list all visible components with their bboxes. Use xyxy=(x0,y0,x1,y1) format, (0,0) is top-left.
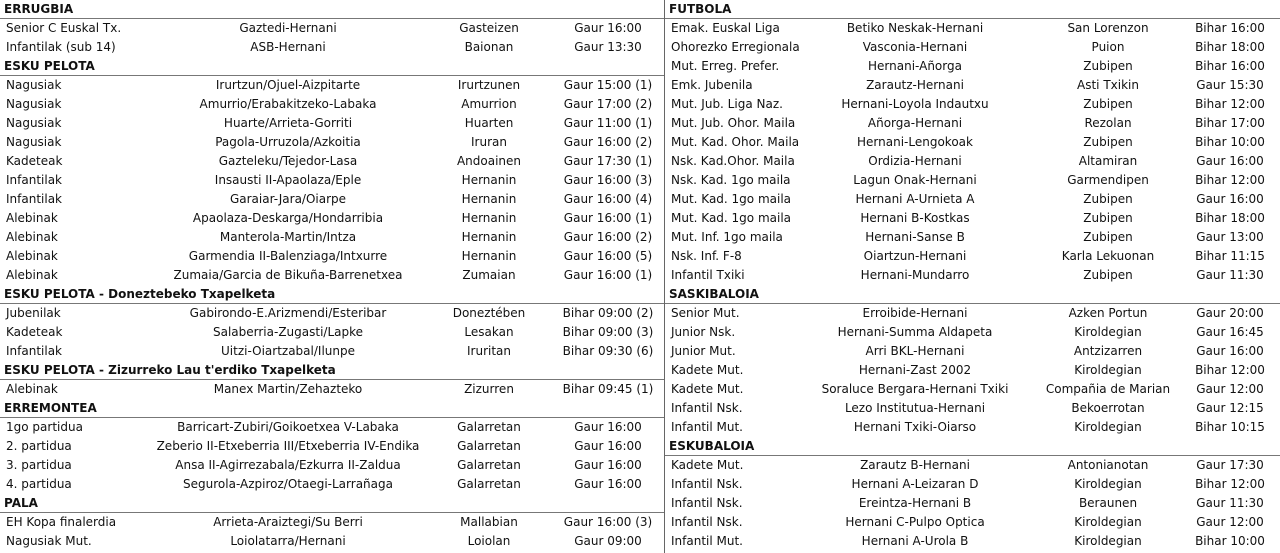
row-match: Hernani C-Pulpo Optica xyxy=(845,515,985,529)
row-time: Gaur 16:00 xyxy=(574,477,642,491)
row-time: Gaur 16:00 xyxy=(1196,344,1264,358)
row-category: EH Kopa finalerdia xyxy=(6,515,117,529)
row-time: Gaur 11:00 (1) xyxy=(563,116,653,130)
row-match: Zarautz-Hernani xyxy=(866,78,964,92)
row-place: Zubipen xyxy=(1083,211,1133,225)
row-category: Infantil Mut. xyxy=(671,420,743,434)
row-time: Gaur 09:00 xyxy=(574,534,642,548)
schedule-row xyxy=(0,247,664,266)
row-place: Kiroldegian xyxy=(1074,515,1142,529)
section-title-esku-pelota-doneztebeko-txapelketa: ESKU PELOTA - Doneztebeko Txapelketa xyxy=(0,285,664,304)
schedule-row xyxy=(665,38,1280,57)
row-time: Bihar 09:00 (3) xyxy=(562,325,654,339)
row-place: Altamiran xyxy=(1078,154,1138,168)
section-title-esku-pelota-zizurreko-lau-t-erdiko-txapelketa: ESKU PELOTA - Zizurreko Lau t'erdiko Txapelketa xyxy=(0,361,664,380)
row-match: Segurola-Azpiroz/Otaegi-Larrañaga xyxy=(183,477,393,491)
row-time: Bihar 10:00 xyxy=(1195,534,1265,548)
row-match: Erroibide-Hernani xyxy=(862,306,968,320)
row-category: Nagusiak Mut. xyxy=(6,534,92,548)
row-place: Zubipen xyxy=(1083,135,1133,149)
row-place: Huarten xyxy=(464,116,514,130)
row-match: Hernani-Mundarro xyxy=(860,268,970,282)
row-category: 2. partidua xyxy=(6,439,72,453)
row-category: Junior Mut. xyxy=(671,344,736,358)
row-category: Nsk. Inf. F-8 xyxy=(671,249,742,263)
row-time: Gaur 11:30 xyxy=(1196,268,1264,282)
row-match: Hernani-Summa Aldapeta xyxy=(837,325,993,339)
row-category: Infantil Nsk. xyxy=(671,477,743,491)
row-place: Karla Lekuonan xyxy=(1061,249,1155,263)
row-match: Hernani A-Urnieta A xyxy=(855,192,975,206)
row-match: Ordizia-Hernani xyxy=(868,154,962,168)
row-category: Infantilak (sub 14) xyxy=(6,40,116,54)
row-category: Emk. Jubenila xyxy=(671,78,753,92)
row-place: Rezolan xyxy=(1084,116,1132,130)
row-match: Zeberio II-Etxeberria III/Etxeberria IV-Endika xyxy=(156,439,420,453)
section-title-saskibaloia: SASKIBALOIA xyxy=(665,285,1280,304)
schedule-row xyxy=(0,152,664,171)
row-match: Hernani A-Leizaran D xyxy=(851,477,979,491)
row-place: Zubipen xyxy=(1083,192,1133,206)
schedule-row xyxy=(665,380,1280,399)
row-match: Insausti II-Apaolaza/Eple xyxy=(214,173,362,187)
row-place: Iruritan xyxy=(466,344,512,358)
row-time: Gaur 16:00 (1) xyxy=(563,268,653,282)
row-match: Uitzi-Oiartzabal/Ilunpe xyxy=(221,344,355,358)
row-category: Infantil Nsk. xyxy=(671,401,743,415)
row-match: Garaiar-Jara/Oiarpe xyxy=(229,192,347,206)
row-match: Hernani Txiki-Oiarso xyxy=(853,420,977,434)
row-category: Kadete Mut. xyxy=(671,458,744,472)
row-match: Añorga-Hernani xyxy=(867,116,963,130)
schedule-row xyxy=(0,475,664,494)
row-time: Gaur 16:00 xyxy=(574,21,642,35)
row-time: Bihar 17:00 xyxy=(1195,116,1265,130)
row-place: Kiroldegian xyxy=(1074,534,1142,548)
row-time: Bihar 12:00 xyxy=(1195,477,1265,491)
row-category: Infantilak xyxy=(6,173,63,187)
row-match: Irurtzun/Ojuel-Aizpitarte xyxy=(215,78,361,92)
row-category: Infantil Nsk. xyxy=(671,515,743,529)
schedule-row xyxy=(0,513,664,532)
row-category: Senior Mut. xyxy=(671,306,740,320)
row-place: Lesakan xyxy=(464,325,514,339)
schedule-row xyxy=(0,323,664,342)
row-match: Lagun Onak-Hernani xyxy=(853,173,977,187)
row-match: Manterola-Martin/Intza xyxy=(219,230,357,244)
row-time: Bihar 16:00 xyxy=(1195,59,1265,73)
schedule-row xyxy=(665,114,1280,133)
row-time: Gaur 16:00 (1) xyxy=(563,211,653,225)
row-time: Gaur 16:00 (5) xyxy=(563,249,653,263)
row-place: Zubipen xyxy=(1083,97,1133,111)
row-match: Loiolatarra/Hernani xyxy=(230,534,346,548)
row-match: Gaztedi-Hernani xyxy=(239,21,337,35)
row-place: Azken Portun xyxy=(1068,306,1148,320)
row-match: Hernani-Zast 2002 xyxy=(858,363,972,377)
schedule-row xyxy=(0,342,664,361)
row-category: 1go partidua xyxy=(6,420,83,434)
row-place: Hernanin xyxy=(461,249,517,263)
row-place: Gasteizen xyxy=(459,21,519,35)
section-title-erremontea: ERREMONTEA xyxy=(0,399,664,418)
row-time: Gaur 16:00 xyxy=(574,420,642,434)
row-place: Iruran xyxy=(471,135,507,149)
row-match: Amurrio/Erabakitzeko-Labaka xyxy=(199,97,377,111)
row-category: Emak. Euskal Liga xyxy=(671,21,780,35)
row-match: Oiartzun-Hernani xyxy=(863,249,967,263)
schedule-row xyxy=(665,209,1280,228)
row-category: Nagusiak xyxy=(6,78,62,92)
row-category: Mut. Kad. Ohor. Maila xyxy=(671,135,800,149)
schedule-row xyxy=(665,475,1280,494)
row-category: Alebinak xyxy=(6,230,58,244)
schedule-row xyxy=(0,456,664,475)
row-match: Gazteleku/Tejedor-Lasa xyxy=(218,154,358,168)
row-place: Baionan xyxy=(464,40,514,54)
row-place: Zubipen xyxy=(1083,59,1133,73)
row-place: Kiroldegian xyxy=(1074,325,1142,339)
row-place: Antonianotan xyxy=(1067,458,1149,472)
schedule-row xyxy=(0,190,664,209)
row-match: Vasconia-Hernani xyxy=(862,40,968,54)
row-time: Bihar 12:00 xyxy=(1195,173,1265,187)
row-place: Doneztében xyxy=(452,306,526,320)
right-schedule-column xyxy=(665,0,1280,553)
schedule-row xyxy=(665,342,1280,361)
row-match: Manex Martin/Zehazteko xyxy=(213,382,363,396)
schedule-row xyxy=(0,418,664,437)
row-match: Hernani B-Kostkas xyxy=(860,211,970,225)
row-match: Soraluce Bergara-Hernani Txiki xyxy=(821,382,1009,396)
row-time: Gaur 16:00 xyxy=(1196,154,1264,168)
row-place: Zizurren xyxy=(464,382,514,396)
row-time: Gaur 20:00 xyxy=(1196,306,1264,320)
schedule-row xyxy=(665,323,1280,342)
schedule-row xyxy=(665,304,1280,323)
row-time: Gaur 12:15 xyxy=(1196,401,1264,415)
row-place: Kiroldegian xyxy=(1074,477,1142,491)
row-time: Gaur 16:00 (4) xyxy=(563,192,653,206)
row-place: Antzizarren xyxy=(1073,344,1143,358)
row-time: Gaur 13:30 xyxy=(574,40,642,54)
row-match: Ereintza-Hernani B xyxy=(858,496,972,510)
row-category: Nagusiak xyxy=(6,116,62,130)
schedule-row xyxy=(0,38,664,57)
row-time: Gaur 12:00 xyxy=(1196,515,1264,529)
row-match: Betiko Neskak-Hernani xyxy=(846,21,984,35)
schedule-row xyxy=(665,418,1280,437)
row-time: Gaur 17:30 (1) xyxy=(563,154,653,168)
row-place: Beraunen xyxy=(1078,496,1138,510)
schedule-row xyxy=(0,133,664,152)
row-place: Kiroldegian xyxy=(1074,420,1142,434)
schedule-row xyxy=(0,95,664,114)
row-time: Gaur 15:30 xyxy=(1196,78,1264,92)
row-category: Senior C Euskal Tx. xyxy=(6,21,122,35)
row-category: Nsk. Kad. 1go maila xyxy=(671,173,791,187)
row-place: Galarretan xyxy=(457,458,521,472)
schedule-row xyxy=(665,133,1280,152)
row-place: Hernanin xyxy=(461,192,517,206)
schedule-row xyxy=(665,19,1280,38)
schedule-row xyxy=(665,247,1280,266)
row-match: Hernani A-Urola B xyxy=(861,534,969,548)
row-category: Junior Nsk. xyxy=(671,325,736,339)
row-time: Gaur 12:00 xyxy=(1196,382,1264,396)
row-place: Kiroldegian xyxy=(1074,363,1142,377)
row-match: Apaolaza-Deskarga/Hondarribia xyxy=(192,211,384,225)
row-category: Infantil Txiki xyxy=(671,268,745,282)
row-time: Bihar 12:00 xyxy=(1195,97,1265,111)
row-place: Hernanin xyxy=(461,230,517,244)
row-time: Gaur 16:00 (3) xyxy=(563,515,653,529)
row-category: Kadeteak xyxy=(6,154,63,168)
row-place: Garmendipen xyxy=(1067,173,1149,187)
schedule-row xyxy=(665,152,1280,171)
row-match: Arrieta-Araiztegi/Su Berri xyxy=(213,515,363,529)
row-match: Hernani-Loyola Indautxu xyxy=(841,97,989,111)
schedule-row xyxy=(665,494,1280,513)
row-time: Bihar 12:00 xyxy=(1195,363,1265,377)
row-match: Zarautz B-Hernani xyxy=(860,458,970,472)
row-time: Bihar 18:00 xyxy=(1195,40,1265,54)
row-match: Gabirondo-E.Arizmendi/Esteribar xyxy=(189,306,387,320)
section-title-pala: PALA xyxy=(0,494,664,513)
row-category: 3. partidua xyxy=(6,458,72,472)
row-match: Hernani-Añorga xyxy=(868,59,962,73)
row-time: Gaur 16:00 (2) xyxy=(563,230,653,244)
row-time: Gaur 16:00 (2) xyxy=(563,135,653,149)
row-category: Kadeteak xyxy=(6,325,63,339)
row-match: Pagola-Urruzola/Azkoitia xyxy=(215,135,361,149)
row-place: Hernanin xyxy=(461,173,517,187)
row-place: Loiolan xyxy=(467,534,511,548)
schedule-row xyxy=(665,532,1280,551)
row-time: Gaur 17:00 (2) xyxy=(563,97,653,111)
schedule-row xyxy=(0,76,664,95)
row-time: Gaur 11:30 xyxy=(1196,496,1264,510)
row-place: Zumaian xyxy=(462,268,516,282)
row-time: Bihar 09:30 (6) xyxy=(562,344,654,358)
row-place: Puion xyxy=(1091,40,1125,54)
row-category: Mut. Erreg. Prefer. xyxy=(671,59,780,73)
row-category: Ohorezko Erregionala xyxy=(671,40,800,54)
row-category: Jubenilak xyxy=(6,306,61,320)
row-match: Arri BKL-Hernani xyxy=(865,344,965,358)
schedule-row xyxy=(665,95,1280,114)
row-time: Bihar 09:00 (2) xyxy=(562,306,654,320)
row-time: Bihar 11:15 xyxy=(1195,249,1265,263)
row-place: Hernanin xyxy=(461,211,517,225)
schedule-row xyxy=(0,209,664,228)
row-match: Salaberria-Zugasti/Lapke xyxy=(212,325,364,339)
row-category: Mut. Inf. 1go maila xyxy=(671,230,783,244)
row-place: Mallabian xyxy=(460,515,518,529)
schedule-row xyxy=(0,19,664,38)
row-match: ASB-Hernani xyxy=(250,40,326,54)
row-category: Infantilak xyxy=(6,192,63,206)
row-match: Barricart-Zubiri/Goikoetxea V-Labaka xyxy=(177,420,399,434)
schedule-row xyxy=(665,456,1280,475)
row-place: San Lorenzon xyxy=(1067,21,1149,35)
row-time: Bihar 16:00 xyxy=(1195,21,1265,35)
row-match: Hernani-Sanse B xyxy=(865,230,965,244)
row-time: Gaur 16:00 xyxy=(574,439,642,453)
row-time: Bihar 09:45 (1) xyxy=(562,382,654,396)
row-category: Nagusiak xyxy=(6,97,62,111)
row-place: Galarretan xyxy=(457,477,521,491)
row-time: Gaur 16:45 xyxy=(1196,325,1264,339)
schedule-row xyxy=(665,190,1280,209)
row-category: Mut. Jub. Ohor. Maila xyxy=(671,116,796,130)
row-category: Infantilak xyxy=(6,344,63,358)
section-title-esku-pelota: ESKU PELOTA xyxy=(0,57,664,76)
schedule-row xyxy=(0,437,664,456)
schedule-row xyxy=(0,228,664,247)
schedule-row xyxy=(665,76,1280,95)
row-match: Lezo Institutua-Hernani xyxy=(844,401,986,415)
schedule-row xyxy=(665,513,1280,532)
schedule-row xyxy=(665,399,1280,418)
row-time: Gaur 16:00 (3) xyxy=(563,173,653,187)
row-time: Bihar 18:00 xyxy=(1195,211,1265,225)
row-category: Kadete Mut. xyxy=(671,382,744,396)
row-category: Infantil Nsk. xyxy=(671,496,743,510)
row-match: Hernani-Lengokoak xyxy=(857,135,973,149)
row-time: Gaur 16:00 xyxy=(574,458,642,472)
row-category: Mut. Kad. 1go maila xyxy=(671,192,792,206)
row-time: Gaur 13:00 xyxy=(1196,230,1264,244)
row-match: Huarte/Arrieta-Gorriti xyxy=(223,116,353,130)
row-match: Zumaia/Garcia de Bikuña-Barrenetxea xyxy=(173,268,403,282)
row-match: Ansa II-Agirrezabala/Ezkurra II-Zaldua xyxy=(175,458,401,472)
row-place: Amurrion xyxy=(461,97,517,111)
schedule-row xyxy=(665,57,1280,76)
row-place: Galarretan xyxy=(457,420,521,434)
row-category: Alebinak xyxy=(6,382,58,396)
row-time: Gaur 16:00 xyxy=(1196,192,1264,206)
schedule-row xyxy=(665,228,1280,247)
row-match: Garmendia II-Balenziaga/Intxurre xyxy=(188,249,388,263)
row-category: Nsk. Kad.Ohor. Maila xyxy=(671,154,795,168)
schedule-row xyxy=(0,266,664,285)
row-place: Asti Txikin xyxy=(1077,78,1139,92)
row-category: Alebinak xyxy=(6,268,58,282)
row-category: Alebinak xyxy=(6,249,58,263)
row-time: Gaur 17:30 xyxy=(1196,458,1264,472)
schedule-row xyxy=(0,171,664,190)
row-time: Bihar 10:00 xyxy=(1195,135,1265,149)
row-time: Bihar 10:15 xyxy=(1195,420,1265,434)
schedule-row xyxy=(0,532,664,551)
schedule-row xyxy=(0,304,664,323)
row-place: Compañia de Marian xyxy=(1045,382,1171,396)
section-title-errugbia: ERRUGBIA xyxy=(0,0,664,19)
schedule-row xyxy=(0,114,664,133)
schedule-row xyxy=(0,380,664,399)
row-place: Zubipen xyxy=(1083,230,1133,244)
row-category: 4. partidua xyxy=(6,477,72,491)
row-category: Kadete Mut. xyxy=(671,363,744,377)
section-title-eskubaloia: ESKUBALOIA xyxy=(665,437,1280,456)
row-category: Mut. Jub. Liga Naz. xyxy=(671,97,783,111)
schedule-row xyxy=(665,266,1280,285)
schedule-row xyxy=(665,361,1280,380)
row-time: Gaur 15:00 (1) xyxy=(563,78,653,92)
row-place: Irurtzunen xyxy=(457,78,521,92)
row-category: Infantil Mut. xyxy=(671,534,743,548)
row-category: Nagusiak xyxy=(6,135,62,149)
row-category: Alebinak xyxy=(6,211,58,225)
section-title-futbola: FUTBOLA xyxy=(665,0,1280,19)
row-category: Mut. Kad. 1go maila xyxy=(671,211,792,225)
row-place: Galarretan xyxy=(457,439,521,453)
schedule-row xyxy=(665,171,1280,190)
row-place: Zubipen xyxy=(1083,268,1133,282)
row-place: Andoainen xyxy=(456,154,522,168)
row-place: Bekoerrotan xyxy=(1071,401,1145,415)
